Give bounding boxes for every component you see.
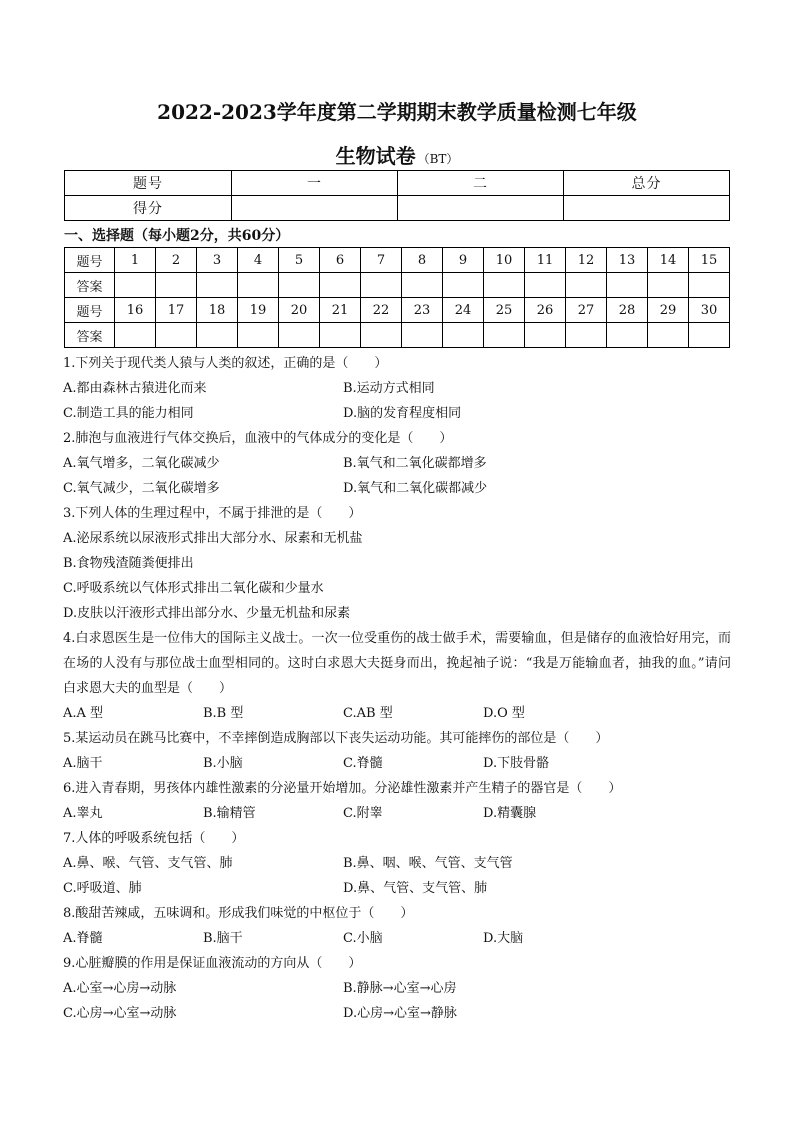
row-label: 题号 xyxy=(65,248,115,273)
question-number-cell: 22 xyxy=(361,298,402,323)
answer-cell xyxy=(607,273,648,298)
question-stem: 6.进入青春期，男孩体内雄性激素的分泌量开始增加。分泌雄性激素并产生精子的器官是（ ） xyxy=(63,781,622,796)
option: A.脊髓 xyxy=(63,931,103,946)
exam-title: 2022-2023学年度第二学期期末教学质量检测七年级 xyxy=(157,100,637,124)
question-number-cell: 16 xyxy=(115,298,156,323)
option: C.制造工具的能力相同 xyxy=(63,406,194,421)
question-stem: 4.白求恩医生是一位伟大的国际主义战士。一次一位受重伤的战士做手术，需要输血，但是储存的血液恰好用完，而在场的人没有与那位战士血型相同的。这时白求恩大夫挺身而出，挽起袖子说：“我是万能输血者，抽我的血。”请问白求恩大夫的血型是（ ） xyxy=(63,631,731,696)
option-group xyxy=(63,701,731,726)
answer-cell xyxy=(197,273,238,298)
question-number-cell: 27 xyxy=(566,298,607,323)
option: A.氧气增多，二氧化碳减少 xyxy=(63,456,220,471)
option: D.心房→心室→静脉 xyxy=(343,1006,457,1021)
paper-code: （BT） xyxy=(417,152,459,166)
option: D.O 型 xyxy=(483,706,525,721)
question-stem: 8.酸甜苦辣咸，五味调和。形成我们味觉的中枢位于（ ） xyxy=(63,906,414,921)
question-number-cell: 3 xyxy=(197,248,238,273)
question-number-cell: 10 xyxy=(484,248,525,273)
question-stem: 7.人体的呼吸系统包括（ ） xyxy=(63,831,245,846)
answer-cell xyxy=(156,273,197,298)
answer-cell xyxy=(156,323,197,348)
answer-cell xyxy=(525,323,566,348)
option: D.下肢骨骼 xyxy=(483,756,550,771)
question-number-cell: 4 xyxy=(238,248,279,273)
question-stem: 3.下列人体的生理过程中，不属于排泄的是（ ） xyxy=(63,506,362,521)
row-label: 题号 xyxy=(65,298,115,323)
option: B.氧气和二氧化碳都增多 xyxy=(343,456,487,471)
option: D.皮肤以汗液形式排出部分水、少量无机盐和尿素 xyxy=(63,606,351,621)
option-group xyxy=(63,801,731,826)
answer-cell xyxy=(566,273,607,298)
question-number-cell: 20 xyxy=(279,298,320,323)
question-stem: 9.心脏瓣膜的作用是保证血液流动的方向从（ ） xyxy=(63,956,362,971)
answer-table-answer-row xyxy=(65,323,730,348)
option: A.都由森林古猿进化而来 xyxy=(63,381,207,396)
score-cell xyxy=(232,196,398,221)
answer-cell xyxy=(484,323,525,348)
option: C.附睾 xyxy=(343,806,383,821)
score-header-cell: 二 xyxy=(398,171,564,196)
answer-cell xyxy=(115,323,156,348)
subject-title: 生物试卷 xyxy=(335,144,416,168)
question-stem: 1.下列关于现代类人猿与人类的叙述，正确的是（ ） xyxy=(63,356,388,371)
question-number-cell: 28 xyxy=(607,298,648,323)
question-number-cell: 18 xyxy=(197,298,238,323)
question-number-cell: 19 xyxy=(238,298,279,323)
section-heading: 一、选择题（每小题2分，共60分） xyxy=(64,228,290,244)
score-header-cell: 题号 xyxy=(65,171,232,196)
option: C.呼吸系统以气体形式排出二氧化碳和少量水 xyxy=(63,581,324,596)
option-group xyxy=(63,851,731,901)
answer-cell xyxy=(320,323,361,348)
answer-cell xyxy=(607,323,648,348)
option: D.鼻、气管、支气管、肺 xyxy=(343,881,488,896)
answer-cell xyxy=(115,273,156,298)
option: C.呼吸道、肺 xyxy=(63,881,142,896)
option: C.AB 型 xyxy=(343,706,393,721)
option-group xyxy=(63,976,731,1026)
option: C.脊髓 xyxy=(343,756,383,771)
question-stem: 5.某运动员在跳马比赛中，不幸摔倒造成胸部以下丧失运动功能。其可能摔伤的部位是（ ） xyxy=(63,731,609,746)
answer-cell xyxy=(648,323,689,348)
score-cell xyxy=(398,196,564,221)
answer-cell xyxy=(279,273,320,298)
option-group xyxy=(63,926,731,951)
question-number-cell: 14 xyxy=(648,248,689,273)
answer-cell xyxy=(689,323,730,348)
answer-cell xyxy=(566,323,607,348)
question-number-cell: 9 xyxy=(443,248,484,273)
question-list xyxy=(63,351,731,1026)
option: B.脑干 xyxy=(203,931,243,946)
row-label: 答案 xyxy=(65,273,115,298)
answer-cell xyxy=(320,273,361,298)
option: C.小脑 xyxy=(343,931,383,946)
question-number-cell: 7 xyxy=(361,248,402,273)
question-number-cell: 21 xyxy=(320,298,361,323)
question-number-cell: 8 xyxy=(402,248,443,273)
option-group xyxy=(63,526,731,626)
question-number-cell: 29 xyxy=(648,298,689,323)
option: B.小脑 xyxy=(203,756,243,771)
option-group xyxy=(63,451,731,501)
answer-cell xyxy=(238,273,279,298)
answer-table-number-row xyxy=(65,298,730,323)
question-number-cell: 6 xyxy=(320,248,361,273)
option: D.脑的发育程度相同 xyxy=(343,406,462,421)
question-number-cell: 23 xyxy=(402,298,443,323)
option: B.运动方式相同 xyxy=(343,381,435,396)
answer-table xyxy=(64,247,730,348)
option: C.氧气减少，二氧化碳增多 xyxy=(63,481,220,496)
question-number-cell: 24 xyxy=(443,298,484,323)
option: B.静脉→心室→心房 xyxy=(343,981,457,996)
answer-table-answer-row xyxy=(65,273,730,298)
score-header-cell: 总分 xyxy=(564,171,730,196)
answer-cell xyxy=(689,273,730,298)
answer-cell xyxy=(525,273,566,298)
score-row-label: 得分 xyxy=(65,196,232,221)
question-number-cell: 12 xyxy=(566,248,607,273)
question-number-cell: 2 xyxy=(156,248,197,273)
answer-cell xyxy=(361,323,402,348)
answer-cell xyxy=(402,323,443,348)
answer-cell xyxy=(402,273,443,298)
question-number-cell: 15 xyxy=(689,248,730,273)
answer-cell xyxy=(443,273,484,298)
answer-cell xyxy=(361,273,402,298)
option-group xyxy=(63,751,731,776)
option: A.鼻、喉、气管、支气管、肺 xyxy=(63,856,233,871)
option: B.B 型 xyxy=(203,706,244,721)
score-cell xyxy=(564,196,730,221)
option: D.大脑 xyxy=(483,931,524,946)
question-number-cell: 17 xyxy=(156,298,197,323)
question-number-cell: 30 xyxy=(689,298,730,323)
question-number-cell: 13 xyxy=(607,248,648,273)
answer-cell xyxy=(197,323,238,348)
question-stem: 2.肺泡与血液进行气体交换后，血液中的气体成分的变化是（ ） xyxy=(63,431,453,446)
answer-table-number-row xyxy=(65,248,730,273)
question-number-cell: 5 xyxy=(279,248,320,273)
option: A.泌尿系统以尿液形式排出大部分水、尿素和无机盐 xyxy=(63,531,363,546)
option: D.氧气和二氧化碳都减少 xyxy=(343,481,488,496)
option: A.睾丸 xyxy=(63,806,103,821)
answer-cell xyxy=(443,323,484,348)
option: A.心室→心房→动脉 xyxy=(63,981,177,996)
option: B.鼻、咽、喉、气管、支气管 xyxy=(343,856,513,871)
option: A.A 型 xyxy=(63,706,104,721)
option-group xyxy=(63,376,731,426)
answer-cell xyxy=(648,273,689,298)
option: C.心房→心室→动脉 xyxy=(63,1006,177,1021)
answer-cell xyxy=(279,323,320,348)
option: D.精囊腺 xyxy=(483,806,537,821)
answer-cell xyxy=(484,273,525,298)
score-header-cell: 一 xyxy=(232,171,398,196)
option: B.输精管 xyxy=(203,806,256,821)
question-number-cell: 1 xyxy=(115,248,156,273)
score-table-score-row xyxy=(65,196,730,221)
score-table xyxy=(64,170,730,221)
answer-cell xyxy=(238,323,279,348)
question-number-cell: 11 xyxy=(525,248,566,273)
score-table-header-row xyxy=(65,171,730,196)
question-number-cell: 26 xyxy=(525,298,566,323)
exam-subtitle xyxy=(0,140,794,169)
option: A.脑干 xyxy=(63,756,103,771)
option: B.食物残渣随粪便排出 xyxy=(63,556,194,571)
row-label: 答案 xyxy=(65,323,115,348)
question-number-cell: 25 xyxy=(484,298,525,323)
